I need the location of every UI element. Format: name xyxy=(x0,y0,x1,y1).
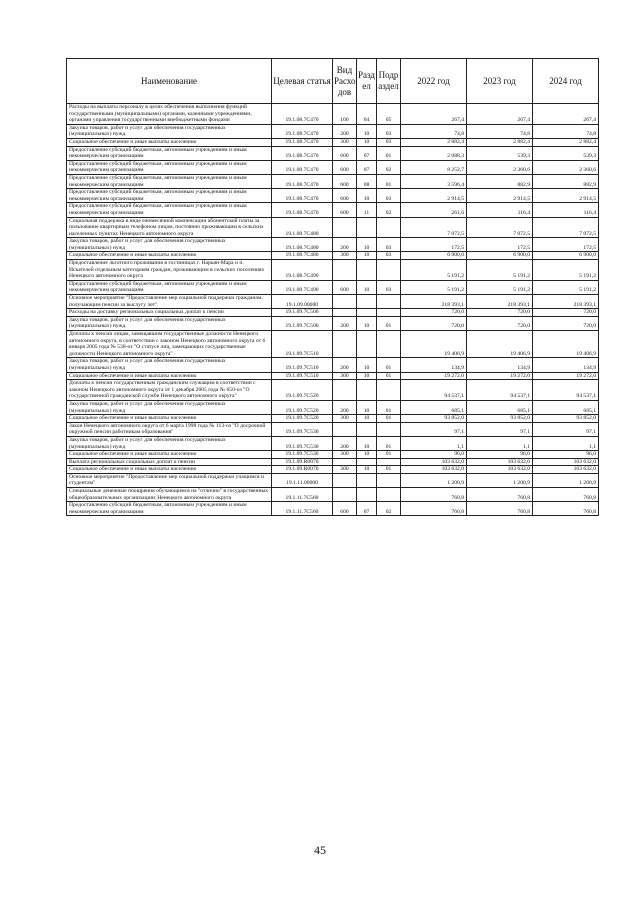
row-section: 10 xyxy=(357,372,377,380)
row-code: 19.1.09.7С500 xyxy=(272,316,333,330)
row-value-2023: 267,4 xyxy=(467,104,533,125)
row-section xyxy=(357,488,377,502)
row-section xyxy=(357,309,377,317)
row-subsection: 01 xyxy=(377,316,401,330)
table-row xyxy=(67,372,599,380)
row-value-2024: 2 360,6 xyxy=(533,160,599,174)
row-name: Социальное обеспечение и иные выплаты населению xyxy=(67,451,272,459)
row-name: Закупка товаров, работ и услуг для обеспечения государственных (муниципальных) нужд xyxy=(67,400,272,414)
row-expense-type xyxy=(333,458,357,466)
row-section: 10 xyxy=(357,436,377,450)
row-section: 10 xyxy=(357,252,377,260)
row-subsection: 02 xyxy=(377,160,401,174)
row-expense-type: 200 xyxy=(333,316,357,330)
row-value-2024: 882,9 xyxy=(533,174,599,188)
document-page xyxy=(66,58,598,516)
row-value-2022: 2 882,4 xyxy=(401,138,467,146)
row-value-2023: 218 393,1 xyxy=(467,295,533,309)
row-value-2023: 19 406,9 xyxy=(467,331,533,358)
row-subsection: 01 xyxy=(377,372,401,380)
row-value-2024: 760,8 xyxy=(533,502,599,516)
row-value-2022: 760,8 xyxy=(401,488,467,502)
table-row xyxy=(67,124,599,138)
row-name: Социальное обеспечение и иные выплаты населению xyxy=(67,372,272,380)
table-row xyxy=(67,280,599,294)
table-row xyxy=(67,458,599,466)
row-section xyxy=(357,217,377,238)
table-row xyxy=(67,415,599,423)
row-subsection: 03 xyxy=(377,238,401,252)
row-value-2022: 19 272,0 xyxy=(401,372,467,380)
row-code: 19.1.09.00000 xyxy=(272,295,333,309)
row-section: 10 xyxy=(357,358,377,372)
row-value-2023: 7 072,5 xyxy=(467,217,533,238)
row-value-2023: 134,9 xyxy=(467,358,533,372)
row-code: 19.1.08.7С470 xyxy=(272,160,333,174)
row-section: 04 xyxy=(357,104,377,125)
row-subsection: 02 xyxy=(377,502,401,516)
row-expense-type: 300 xyxy=(333,415,357,423)
row-value-2022: 93 852,0 xyxy=(401,415,467,423)
row-section: 10 xyxy=(357,238,377,252)
row-expense-type: 600 xyxy=(333,280,357,294)
row-value-2024: 7 072,5 xyxy=(533,217,599,238)
row-value-2024: 103 632,0 xyxy=(533,466,599,474)
row-expense-type: 600 xyxy=(333,160,357,174)
row-value-2024: 1,1 xyxy=(533,436,599,450)
table-row xyxy=(67,316,599,330)
row-value-2022: 1,1 xyxy=(401,436,467,450)
row-subsection xyxy=(377,473,401,487)
table-row xyxy=(67,174,599,188)
row-subsection: 01 xyxy=(377,451,401,459)
row-name: Предоставление субсидий бюджетным, автономным учреждениям и иным некоммерческим организациям xyxy=(67,160,272,174)
table-row xyxy=(67,473,599,487)
row-expense-type: 200 xyxy=(333,238,357,252)
row-subsection: 03 xyxy=(377,280,401,294)
row-value-2022: 96,0 xyxy=(401,451,467,459)
row-subsection: 03 xyxy=(377,124,401,138)
table-row xyxy=(67,217,599,238)
row-value-2023: 6 900,0 xyxy=(467,252,533,260)
row-value-2023: 19 272,0 xyxy=(467,372,533,380)
row-section: 07 xyxy=(357,160,377,174)
row-value-2023: 1 200,9 xyxy=(467,473,533,487)
table-row xyxy=(67,309,599,317)
table-row xyxy=(67,104,599,125)
table-row xyxy=(67,466,599,474)
row-name: Закупка товаров, работ и услуг для обеспечения государственных (муниципальных) нужд xyxy=(67,124,272,138)
table-row xyxy=(67,422,599,436)
row-subsection xyxy=(377,422,401,436)
row-section: 10 xyxy=(357,280,377,294)
row-expense-type xyxy=(333,217,357,238)
row-subsection xyxy=(377,309,401,317)
row-name: Предоставление субсидий бюджетным, автономным учреждениям и иным некоммерческим организациям xyxy=(67,189,272,203)
row-value-2024: 720,0 xyxy=(533,309,599,317)
row-expense-type: 200 xyxy=(333,400,357,414)
row-expense-type: 200 xyxy=(333,358,357,372)
row-subsection: 01 xyxy=(377,400,401,414)
row-value-2024: 116,4 xyxy=(533,203,599,217)
row-expense-type: 300 xyxy=(333,372,357,380)
row-subsection xyxy=(377,380,401,401)
row-value-2023: 94 537,1 xyxy=(467,380,533,401)
row-value-2023: 2 360,6 xyxy=(467,160,533,174)
row-code: 19.1.08.7С470 xyxy=(272,138,333,146)
row-value-2022: 5 191,2 xyxy=(401,280,467,294)
row-value-2022: 267,4 xyxy=(401,104,467,125)
row-code: 19.1.09.7С510 xyxy=(272,331,333,358)
row-name: Предоставление субсидий бюджетным, автономным учреждениям и иным некоммерческим организациям xyxy=(67,502,272,516)
row-subsection: 02 xyxy=(377,203,401,217)
row-name: Выплата региональных социальных доплат к пенсии xyxy=(67,458,272,466)
row-section: 08 xyxy=(357,174,377,188)
row-name: Основное мероприятие "Предоставление мер социальной поддержки учащимся и студентам" xyxy=(67,473,272,487)
row-subsection: 01 xyxy=(377,174,401,188)
row-name: Доплаты к пенсии лицам, замещавшим государственные должности Ненецкого автономного округа, в соответствии с законом Ненецкого автономного округа от 6 января 2005 года № 538-оз "О статусе лиц, замещающих государственные должности Ненецкого автономного округа" xyxy=(67,331,272,358)
row-value-2023: 720,0 xyxy=(467,316,533,330)
row-name: Доплаты к пенсии государственным гражданским служащим в соответствии с законом Ненецкого автономного округа от 1 декабря 2005 года № 650-оз "О государственной гражданской службе Ненецкого автономного округа" xyxy=(67,380,272,401)
row-value-2022: 3 596,4 xyxy=(401,174,467,188)
row-code: 19.1.09.7С510 xyxy=(272,372,333,380)
row-code: 19.1.09.R0070 xyxy=(272,466,333,474)
row-section: 07 xyxy=(357,146,377,160)
row-value-2022: 1 200,9 xyxy=(401,473,467,487)
row-value-2023: 1,1 xyxy=(467,436,533,450)
row-value-2023: 5 191,2 xyxy=(467,260,533,281)
row-value-2022: 685,1 xyxy=(401,400,467,414)
row-code: 19.1.08.7С490 xyxy=(272,260,333,281)
row-value-2023: 97,1 xyxy=(467,422,533,436)
row-section: 11 xyxy=(357,203,377,217)
row-value-2024: 2 882,4 xyxy=(533,138,599,146)
row-subsection: 01 xyxy=(377,436,401,450)
row-subsection: 01 xyxy=(377,466,401,474)
row-code: 19.1.08.7С490 xyxy=(272,280,333,294)
row-name: Предоставление субсидий бюджетным, автономным учреждениям и иным некоммерческим организациям xyxy=(67,146,272,160)
row-expense-type xyxy=(333,422,357,436)
row-value-2024: 1 200,9 xyxy=(533,473,599,487)
row-value-2022: 760,8 xyxy=(401,502,467,516)
row-expense-type: 100 xyxy=(333,104,357,125)
row-subsection xyxy=(377,260,401,281)
row-code: 19.1.09.7С530 xyxy=(272,422,333,436)
row-section: 10 xyxy=(357,316,377,330)
row-code: 19.1.09.7С510 xyxy=(272,358,333,372)
row-value-2022: 720,0 xyxy=(401,316,467,330)
table-row xyxy=(67,502,599,516)
row-section xyxy=(357,331,377,358)
row-code: 19.1.08.7С480 xyxy=(272,217,333,238)
table-row xyxy=(67,252,599,260)
row-value-2024: 2 914,5 xyxy=(533,189,599,203)
row-section xyxy=(357,295,377,309)
row-code: 19.1.11.7С560 xyxy=(272,488,333,502)
row-value-2022: 94 537,1 xyxy=(401,380,467,401)
table-row xyxy=(67,189,599,203)
row-value-2024: 6 900,0 xyxy=(533,252,599,260)
row-value-2024: 5 191,2 xyxy=(533,260,599,281)
table-row xyxy=(67,238,599,252)
table-row xyxy=(67,451,599,459)
row-name: Закупка товаров, работ и услуг для обеспечения государственных (муниципальных) нужд xyxy=(67,436,272,450)
table-row xyxy=(67,436,599,450)
row-code: 19.1.11.00000 xyxy=(272,473,333,487)
row-value-2024: 539,3 xyxy=(533,146,599,160)
row-value-2022: 261,6 xyxy=(401,203,467,217)
row-section: 10 xyxy=(357,415,377,423)
row-name: Социальное обеспечение и иные выплаты населению xyxy=(67,466,272,474)
row-value-2024: 134,9 xyxy=(533,358,599,372)
row-value-2023: 116,4 xyxy=(467,203,533,217)
row-value-2022: 5 191,2 xyxy=(401,260,467,281)
table-row xyxy=(67,203,599,217)
table-row xyxy=(67,160,599,174)
row-code: 19.1.08.7С470 xyxy=(272,189,333,203)
header-target-article: Целевая статья xyxy=(272,59,333,104)
row-value-2024: 94 537,1 xyxy=(533,380,599,401)
header-expense-type: Вид Расхо дов xyxy=(333,59,357,104)
table-row xyxy=(67,358,599,372)
row-subsection xyxy=(377,458,401,466)
row-section xyxy=(357,380,377,401)
row-value-2023: 103 632,0 xyxy=(467,458,533,466)
row-expense-type xyxy=(333,309,357,317)
row-expense-type: 200 xyxy=(333,436,357,450)
row-expense-type: 600 xyxy=(333,146,357,160)
table-row xyxy=(67,380,599,401)
row-value-2024: 5 191,2 xyxy=(533,280,599,294)
row-value-2022: 6 900,0 xyxy=(401,252,467,260)
row-section xyxy=(357,458,377,466)
row-value-2022: 74,8 xyxy=(401,124,467,138)
row-subsection xyxy=(377,331,401,358)
row-code: 19.1.08.7С470 xyxy=(272,146,333,160)
row-name: Расходы на доставку региональных социальных доплат к пенсии xyxy=(67,309,272,317)
row-name: Специальные денежные поощрения обучающимся на "отлично" в государственных общеобразовательных организациях Ненецкого автономного округа xyxy=(67,488,272,502)
row-value-2024: 218 393,1 xyxy=(533,295,599,309)
row-name: Социальная поддержка в виде ежемесячной компенсации абонентской платы за пользование квартирным телефоном лицам, постоянно проживающим в сельских населенных пунктах Ненецкого автономного округа xyxy=(67,217,272,238)
row-expense-type xyxy=(333,380,357,401)
row-code: 19.1.09.7С500 xyxy=(272,309,333,317)
row-expense-type: 300 xyxy=(333,466,357,474)
row-value-2023: 2 914,5 xyxy=(467,189,533,203)
table-row xyxy=(67,488,599,502)
row-expense-type: 200 xyxy=(333,124,357,138)
row-value-2022: 134,9 xyxy=(401,358,467,372)
header-2022: 2022 год xyxy=(401,59,467,104)
row-expense-type: 600 xyxy=(333,502,357,516)
header-section: Разд ел xyxy=(357,59,377,104)
row-section: 10 xyxy=(357,124,377,138)
row-code: 19.1.09.R0070 xyxy=(272,458,333,466)
table-row xyxy=(67,331,599,358)
row-name: Предоставление субсидий бюджетным, автономным учреждениям и иным некоммерческим организациям xyxy=(67,174,272,188)
row-subsection: 05 xyxy=(377,104,401,125)
row-name: Предоставление льготного проживания в гостиницах г. Нарьян-Мара и п. Искателей отдельным категориям граждан, проживающим в сельских поселениях Ненецкого автономного округа xyxy=(67,260,272,281)
row-expense-type xyxy=(333,488,357,502)
row-code: 19.1.08.7С480 xyxy=(272,252,333,260)
header-2023: 2023 год xyxy=(467,59,533,104)
row-expense-type xyxy=(333,473,357,487)
row-subsection xyxy=(377,488,401,502)
header-subsection: Подр аздел xyxy=(377,59,401,104)
row-value-2024: 96,0 xyxy=(533,451,599,459)
row-code: 19.1.08.7С470 xyxy=(272,104,333,125)
row-section: 10 xyxy=(357,400,377,414)
row-value-2022: 7 072,5 xyxy=(401,217,467,238)
row-expense-type: 600 xyxy=(333,203,357,217)
row-value-2022: 2 914,5 xyxy=(401,189,467,203)
row-subsection xyxy=(377,295,401,309)
row-value-2022: 218 393,1 xyxy=(401,295,467,309)
row-code: 19.1.09.7С520 xyxy=(272,380,333,401)
table-row xyxy=(67,400,599,414)
row-name: Закупка товаров, работ и услуг для обеспечения государственных (муниципальных) нужд xyxy=(67,316,272,330)
row-expense-type: 300 xyxy=(333,138,357,146)
row-value-2023: 74,8 xyxy=(467,124,533,138)
header-name: Наименование xyxy=(67,59,272,104)
row-code: 19.1.08.7С480 xyxy=(272,238,333,252)
row-value-2023: 760,8 xyxy=(467,488,533,502)
row-value-2023: 760,8 xyxy=(467,502,533,516)
row-value-2023: 720,0 xyxy=(467,309,533,317)
row-value-2023: 103 632,0 xyxy=(467,466,533,474)
row-value-2023: 96,0 xyxy=(467,451,533,459)
row-value-2024: 93 852,0 xyxy=(533,415,599,423)
row-value-2024: 267,4 xyxy=(533,104,599,125)
row-value-2024: 720,0 xyxy=(533,316,599,330)
row-value-2024: 685,1 xyxy=(533,400,599,414)
row-name: Основное мероприятие "Предоставление мер социальной поддержки гражданам, получающим пенсии за выслугу лет" xyxy=(67,295,272,309)
row-value-2023: 539,3 xyxy=(467,146,533,160)
row-value-2022: 97,1 xyxy=(401,422,467,436)
row-name: Социальное обеспечение и иные выплаты населению xyxy=(67,252,272,260)
row-section: 10 xyxy=(357,138,377,146)
row-name: Закупка товаров, работ и услуг для обеспечения государственных (муниципальных) нужд xyxy=(67,238,272,252)
table-header-row xyxy=(67,59,599,104)
row-name: Закупка товаров, работ и услуг для обеспечения государственных (муниципальных) нужд xyxy=(67,358,272,372)
row-expense-type: 600 xyxy=(333,174,357,188)
row-subsection: 01 xyxy=(377,146,401,160)
row-expense-type xyxy=(333,331,357,358)
row-name: Предоставление субсидий бюджетным, автономным учреждениям и иным некоммерческим организациям xyxy=(67,203,272,217)
row-name: Расходы на выплаты персоналу в целях обеспечения выполнения функций государственными (муниципальными) органами, казенными учреждениями, органами управления государственными внебюджетными фондами xyxy=(67,104,272,125)
row-value-2024: 103 632,0 xyxy=(533,458,599,466)
row-expense-type xyxy=(333,295,357,309)
row-value-2022: 2 088,3 xyxy=(401,146,467,160)
row-value-2023: 2 882,4 xyxy=(467,138,533,146)
row-expense-type: 300 xyxy=(333,451,357,459)
budget-table xyxy=(66,58,599,516)
row-section xyxy=(357,422,377,436)
row-code: 19.1.09.7С520 xyxy=(272,400,333,414)
row-value-2024: 74,8 xyxy=(533,124,599,138)
row-value-2023: 685,1 xyxy=(467,400,533,414)
row-name: Социальное обеспечение и иные выплаты населению xyxy=(67,138,272,146)
row-code: 19.1.09.7С530 xyxy=(272,451,333,459)
row-value-2022: 103 632,0 xyxy=(401,466,467,474)
row-name: Закон Ненецкого автономного округа от 6 марта 1998 года № 113-оз "О досрочной окружной пенсии работникам образования" xyxy=(67,422,272,436)
row-subsection: 03 xyxy=(377,189,401,203)
row-expense-type xyxy=(333,260,357,281)
row-code: 19.1.08.7С470 xyxy=(272,203,333,217)
row-code: 19.1.09.7С520 xyxy=(272,415,333,423)
row-value-2023: 882,9 xyxy=(467,174,533,188)
row-section xyxy=(357,473,377,487)
row-expense-type: 600 xyxy=(333,189,357,203)
row-value-2024: 97,1 xyxy=(533,422,599,436)
row-code: 19.1.11.7С560 xyxy=(272,502,333,516)
header-2024: 2024 год xyxy=(533,59,599,104)
row-subsection xyxy=(377,217,401,238)
row-subsection: 03 xyxy=(377,138,401,146)
row-code: 19.1.08.7С470 xyxy=(272,124,333,138)
row-value-2022: 172,5 xyxy=(401,238,467,252)
row-value-2022: 8 252,7 xyxy=(401,160,467,174)
table-row xyxy=(67,138,599,146)
page-number: 45 xyxy=(314,843,326,857)
table-row xyxy=(67,295,599,309)
row-expense-type: 300 xyxy=(333,252,357,260)
row-name: Социальное обеспечение и иные выплаты населению xyxy=(67,415,272,423)
table-row xyxy=(67,260,599,281)
row-name: Предоставление субсидий бюджетным, автономным учреждениям и иным некоммерческим организациям xyxy=(67,280,272,294)
row-subsection: 03 xyxy=(377,252,401,260)
row-section: 07 xyxy=(357,502,377,516)
row-value-2023: 172,5 xyxy=(467,238,533,252)
row-value-2023: 5 191,2 xyxy=(467,280,533,294)
row-section: 10 xyxy=(357,189,377,203)
row-value-2022: 720,0 xyxy=(401,309,467,317)
row-code: 19.1.08.7С470 xyxy=(272,174,333,188)
row-section xyxy=(357,260,377,281)
row-value-2024: 19 406,9 xyxy=(533,331,599,358)
row-value-2022: 19 406,9 xyxy=(401,331,467,358)
row-section: 10 xyxy=(357,451,377,459)
row-subsection: 01 xyxy=(377,358,401,372)
row-code: 19.1.09.7С530 xyxy=(272,436,333,450)
row-value-2022: 103 632,0 xyxy=(401,458,467,466)
row-value-2024: 760,8 xyxy=(533,488,599,502)
table-row xyxy=(67,146,599,160)
row-value-2023: 93 852,0 xyxy=(467,415,533,423)
row-section: 10 xyxy=(357,466,377,474)
row-value-2024: 172,5 xyxy=(533,238,599,252)
row-subsection: 01 xyxy=(377,415,401,423)
row-value-2024: 19 272,0 xyxy=(533,372,599,380)
